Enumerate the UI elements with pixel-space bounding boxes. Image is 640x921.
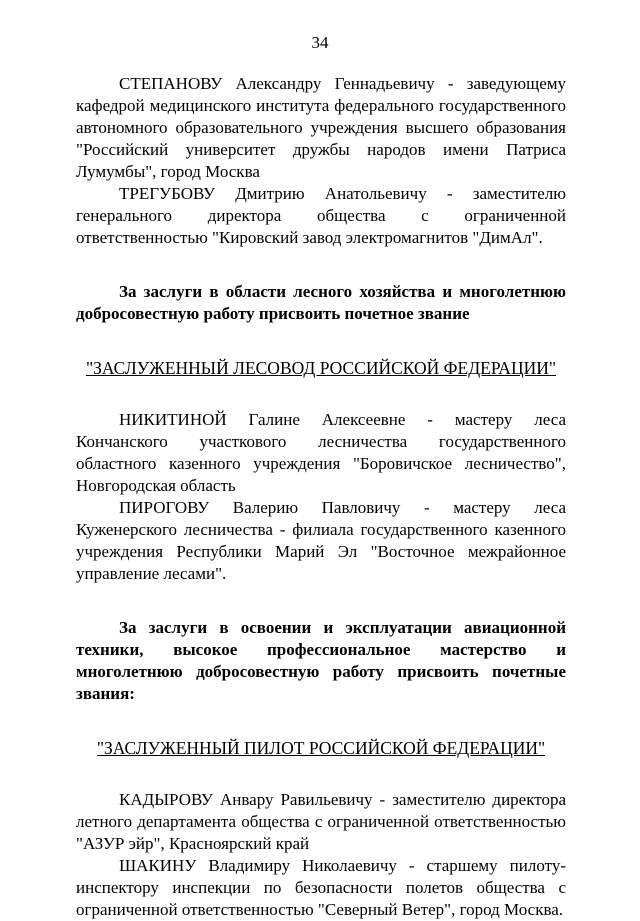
award-entry-shakin: ШАКИНУ Владимиру Николаевичу - старшему пилоту-инспектору инспекции по безопасности полетов общества с ограниченной ответственностью "Северный Ветер", город Москва. bbox=[76, 856, 566, 919]
honorary-title-forester: "ЗАСЛУЖЕННЫЙ ЛЕСОВОД РОССИЙСКОЙ ФЕДЕРАЦИИ" bbox=[85, 358, 557, 378]
award-entry-kadyrov: КАДЫРОВУ Анвару Равильевичу - заместителю директора летного департамента общества с ограниченной ответственностью "АЗУР эйр", Красноярский край bbox=[76, 790, 566, 853]
award-entry-pirogov: ПИРОГОВУ Валерию Павловичу - мастеру леса Куженерского лесничества - филиала государственного казенного учреждения Республики Марий Эл "Восточное межрайонное управление лесами". bbox=[76, 498, 566, 583]
section-heading-forestry: За заслуги в области лесного хозяйства и многолетнюю добросовестную работу присвоить почетное звание bbox=[76, 282, 566, 323]
award-entry-tregubov: ТРЕГУБОВУ Дмитрию Анатольевичу - заместителю генерального директора общества с ограниченной ответственностью "Кировский завод электромагнитов "ДимАл". bbox=[76, 184, 566, 247]
page-number: 34 bbox=[311, 33, 329, 52]
document-body bbox=[76, 73, 566, 921]
award-entry-stepanov: СТЕПАНОВУ Александру Геннадьевичу - заведующему кафедрой медицинского института федерального государственного автономного образовательного учреждения высшего образования "Российский университет дружбы народов имени Патриса Лумумбы", город Москва bbox=[76, 74, 566, 181]
award-entry-nikitina: НИКИТИНОЙ Галине Алексеевне - мастеру леса Кончанского участкового лесничества государственного областного казенного учреждения "Боровичское лесничество", Новгородская область bbox=[76, 410, 566, 495]
honorary-title-pilot: "ЗАСЛУЖЕННЫЙ ПИЛОТ РОССИЙСКОЙ ФЕДЕРАЦИИ" bbox=[96, 738, 546, 758]
section-heading-aviation: За заслуги в освоении и эксплуатации авиационной техники, высокое профессиональное мастерство и многолетнюю добросовестную работу присвоить почетные звания: bbox=[76, 618, 566, 703]
